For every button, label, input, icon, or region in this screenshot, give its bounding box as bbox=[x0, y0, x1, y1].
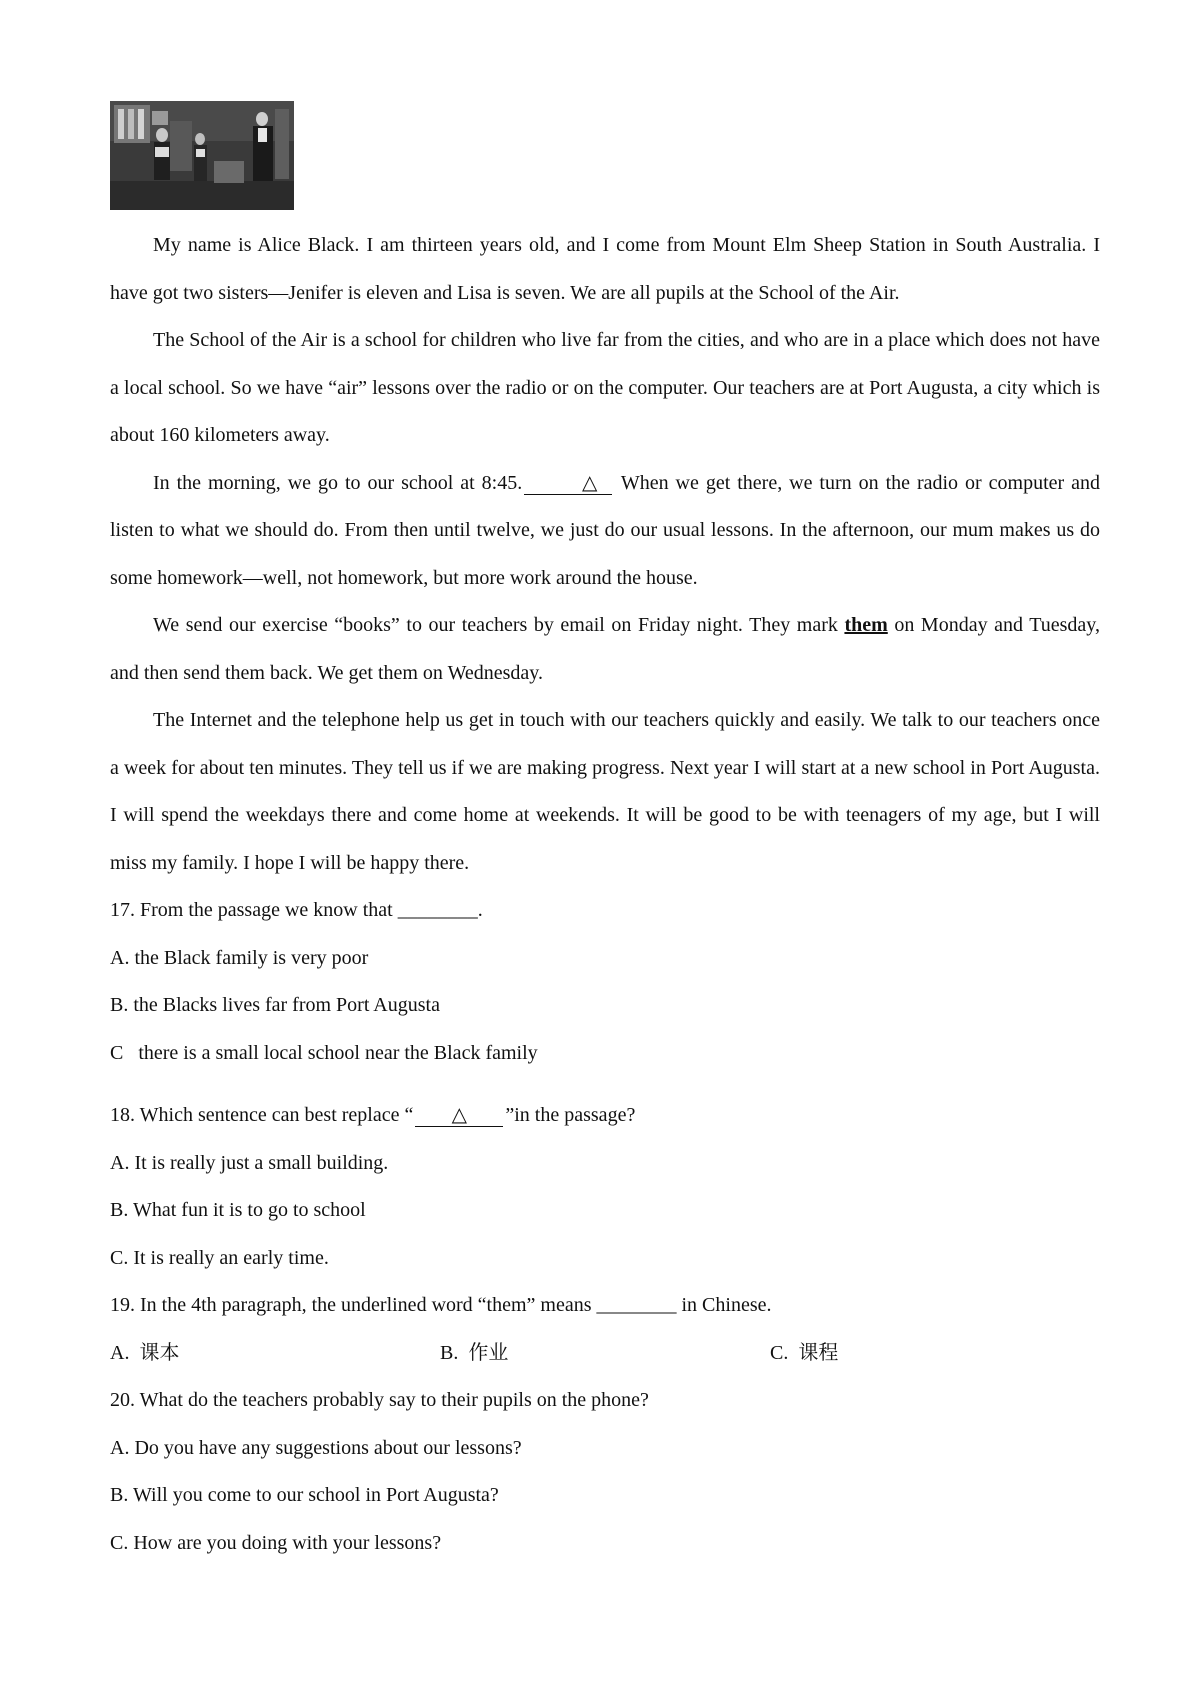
question-20-option-b: B. Will you come to our school in Port Augusta? bbox=[110, 1484, 499, 1506]
underlined-word-them: them bbox=[844, 614, 888, 636]
paragraph-5: The Internet and the telephone help us get in touch with our teachers quickly and easily. We talk to our teachers once a week for about ten minutes. They tell us if we are making progress. Next year I will start at a new school in Port Augusta. I will spend the weekdays there and come home at weekends. It will be good to be with teenagers of my age, but I will miss my family. I hope I will be happy there. bbox=[110, 709, 1100, 874]
paragraph-4-after: on Monday and Tuesday, and then send them back. We get them on Wednesday. bbox=[110, 614, 1100, 684]
question-20-option-c: C. How are you doing with your lessons? bbox=[110, 1531, 442, 1554]
question-18-option-c: C. It is really an early time. bbox=[110, 1246, 329, 1269]
question-17-option-c: C there is a small local school near the Black family bbox=[110, 1041, 538, 1064]
paragraph-4-before: We send our exercise “books” to our teachers by email on Friday night. They mark bbox=[153, 614, 845, 636]
question-18-option-a: A. It is really just a small building. bbox=[110, 1151, 389, 1174]
blank-triangle: △ bbox=[524, 472, 612, 495]
blank-triangle: △ bbox=[415, 1104, 503, 1127]
question-19-option-b: B. 作业 bbox=[440, 1341, 509, 1364]
question-18-stem-before: 18. Which sentence can best replace “ bbox=[110, 1104, 414, 1126]
question-18-stem bbox=[110, 1092, 1100, 1140]
question-19-options bbox=[110, 1330, 1100, 1378]
question-20-stem: 20. What do the teachers probably say to their pupils on the phone? bbox=[110, 1389, 649, 1411]
question-19-option-a: A. 课本 bbox=[110, 1341, 180, 1364]
paragraph-3 bbox=[110, 460, 1100, 603]
exam-page bbox=[110, 101, 1100, 1567]
paragraph-3-after: When we get there, we turn on the radio or computer and listen to what we should do. From then until twelve, we just do our usual lessons. In the afternoon, our mum makes us do some homework—well, not homework, but more work around the house. bbox=[110, 471, 1100, 589]
paragraph-1: My name is Alice Black. I am thirteen years old, and I come from Mount Elm Sheep Station in South Australia. I have got two sisters—Jenifer is eleven and Lisa is seven. We are all pupils at the School of the Air. bbox=[110, 234, 1100, 304]
question-17-option-b: B. the Blacks lives far from Port Augusta bbox=[110, 994, 440, 1016]
paragraph-4 bbox=[110, 602, 1100, 697]
passage-photo bbox=[110, 101, 294, 210]
paragraph-2: The School of the Air is a school for children who live far from the cities, and who are in a place which does not have a local school. So we have “air” lessons over the radio or on the computer. Our teachers are at Port Augusta, a city which is about 160 kilometers away. bbox=[110, 329, 1100, 446]
question-20-option-a: A. Do you have any suggestions about our lessons? bbox=[110, 1436, 522, 1459]
question-18-stem-after: ”in the passage? bbox=[505, 1104, 636, 1126]
question-19-option-c: C. 课程 bbox=[770, 1341, 839, 1364]
question-18-option-b: B. What fun it is to go to school bbox=[110, 1199, 366, 1221]
question-17-option-a: A. the Black family is very poor bbox=[110, 946, 369, 969]
question-19-stem: 19. In the 4th paragraph, the underlined word “them” means ________ in Chinese. bbox=[110, 1294, 772, 1316]
paragraph-3-before: In the morning, we go to our school at 8:45. bbox=[153, 471, 523, 494]
question-17-stem: 17. From the passage we know that ________. bbox=[110, 899, 483, 921]
